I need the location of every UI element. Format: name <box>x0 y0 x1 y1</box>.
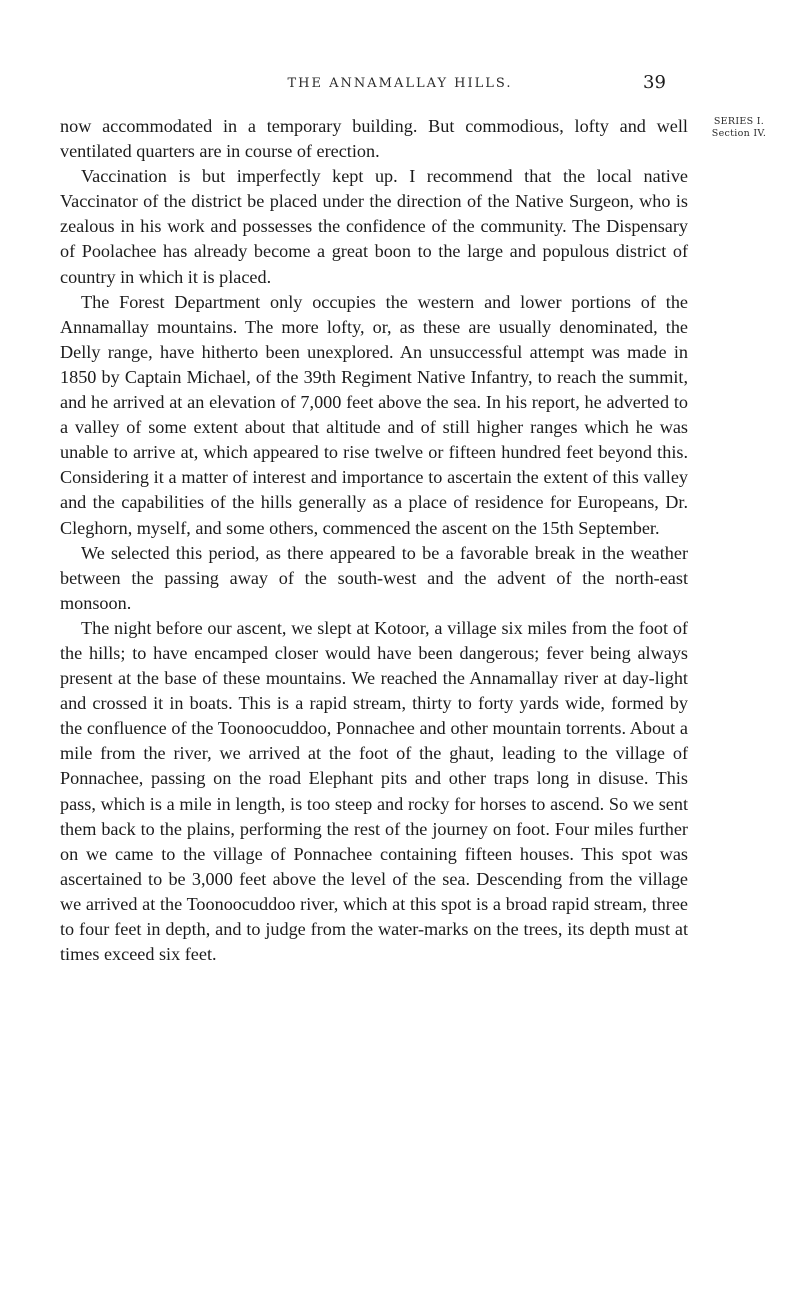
paragraph: Vaccination is but imperfectly kept up. I recommend that the local native Vaccinator of the district be placed under the direction of the Native Surgeon, who is zealous in his work and possesses the confidence of the community. The Dispensary of Poolachee has already become a great boon to the large and populous district of country in which it is placed. <box>60 166 688 287</box>
paragraph: The Forest Department only occupies the western and lower portions of the Annamallay mountains. The more lofty, or, as these are usually denominated, the Delly range, have hitherto been unexplored. An unsuccessful attempt was made in 1850 by Captain Michael, of the 39th Regiment Native Infantry, to reach the summit, and he arrived at an elevation of 7,000 feet above the sea. In his report, he adverted to a valley of some extent about that altitude and of still higher ranges which he was unable to arrive at, which appeared to rise twelve or fifteen hundred feet beyond this. Considering it a matter of interest and importance to ascertain the extent of this valley and the capabilities of the hills generally as a place of residence for Europeans, Dr. Cleghorn, myself, and some others, commenced the ascent on the 15th September. <box>60 291 688 538</box>
running-title: THE ANNAMALLAY HILLS. <box>287 76 513 91</box>
body-text <box>60 114 688 967</box>
paragraph: now accommodated in a temporary building. But commodious, lofty and well ventilated quarters are in course of erection. <box>60 116 688 162</box>
margin-note-section: Section IV. <box>711 128 767 139</box>
margin-note-series: SERIES I. <box>713 116 765 127</box>
paragraph: The night before our ascent, we slept at Kotoor, a village six miles from the foot of the hills; to have encamped closer would have been dangerous; fever being always present at the base of these mountains. We reached the Annamallay river at day-light and crossed it in boats. This is a rapid stream, thirty to forty yards wide, formed by the confluence of the Toonoocuddoo, Ponnachee and other mountain torrents. About a mile from the river, we arrived at the foot of the ghaut, leading to the village of Ponnachee, passing on the road Elephant pits and other traps long in disuse. This pass, which is a mile in length, is too steep and rocky for horses to ascend. So we sent them back to the plains, performing the rest of the journey on foot. Four miles further on we came to the village of Ponnachee containing fifteen houses. This spot was ascertained to be 3,000 feet above the level of the sea. Descending from the village we arrived at the Toonoocuddoo river, which at this spot is a broad rapid stream, three to four feet in depth, and to judge from the water-marks on the trees, its depth must at times exceed six feet. <box>60 617 688 965</box>
margin-note <box>694 116 784 140</box>
page-number: 39 <box>643 72 666 93</box>
paragraph: We selected this period, as there appeared to be a favorable break in the weather between the passing away of the south-west and the advent of the north-east monsoon. <box>60 542 688 613</box>
